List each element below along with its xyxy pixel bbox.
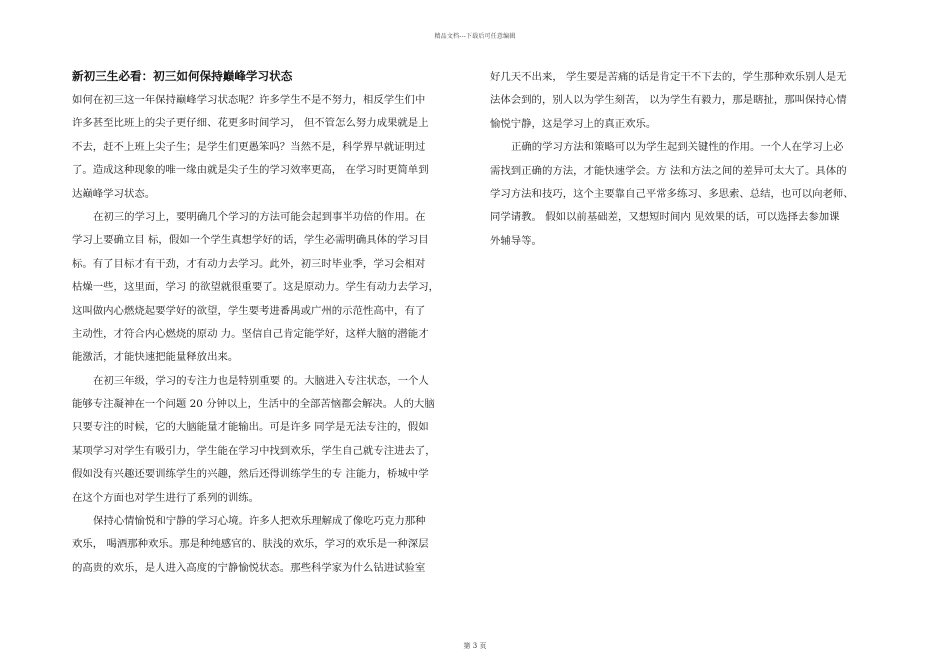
article-title: 新初三生必看：初三如何保持巅峰学习状态 [72, 69, 293, 83]
right-column [490, 66, 882, 253]
text-line: 达巅峰学习状态。 [72, 187, 156, 200]
text-line: 枯燥一些，这里面，学习 的欲望就很重要了。这是原动力。学生有动力去学习， [72, 281, 439, 294]
text-line: 假如没有兴趣还要训练学生的兴趣，然后还得训练学生的专 注能力，桥城中学 [72, 468, 429, 481]
text-line: 同学请教。 假如以前基础差，又想短时间内 见效果的话，可以选择去参加课 [490, 211, 840, 224]
page-header: 精品文档---下载后可任意编辑 [434, 33, 516, 40]
text-line: 在初三的学习上，要明确几个学习的方法可能会起到事半功倍的作用。在 [93, 210, 426, 223]
text-line: 了。造成这种现象的唯一缘由就是尖子生的学习效率更高， 在学习时更简单到 [72, 164, 429, 177]
text-line: 好几天不出来， 学生要是苦痛的话是肯定干不下去的，学生那种欢乐别人是无 [490, 71, 847, 83]
left-column [72, 66, 470, 580]
text-line: 的高贵的欢乐，是人进入高度的宁静愉悦状态。那些科学家为什么钻进试验室 [72, 561, 426, 574]
text-line: 外辅导等。 [490, 234, 542, 247]
text-line: 主动性，才符合内心燃烧的原动 力。坚信自己肯定能学好，这样大脑的潜能才 [72, 327, 429, 340]
text-line: 某项学习对学生有吸引力，学生能在学习中找到欢乐，学生自己就专注进去了， [72, 444, 436, 457]
text-line: 只要专注的时候，它的大脑能量才能输出。可是许多 同学是无法专注的，假如 [72, 421, 429, 434]
page-number: 第 3 页 [463, 642, 487, 650]
text-line: 能激活，才能快速把能量释放出来。 [72, 351, 239, 364]
text-line: 在初三年级，学习的专注力也是特别重要 的。大脑进入专注状态，一个人 [93, 374, 429, 387]
text-line: 欢乐， 喝酒那种欢乐。那是种纯感官的、肤浅的欢乐，学习的欢乐是一种深层 [72, 538, 429, 551]
text-line: 在这个方面也对学生进行了系列的训练。 [72, 491, 260, 504]
text-line: 法体会到的，别人以为学生刻苦， 以为学生有毅力，那是瞎扯，那叫保持心情 [490, 94, 847, 107]
text-line: 许多甚至比班上的尖子更仔细、花更多时间学习， 但不管怎么努力成果就是上 [72, 117, 429, 130]
text-line: 这叫做内心燃烧起要学好的欲望，学生要考进番禺或广州的示范性高中，有了 [72, 304, 426, 317]
text-line: 愉悦宁静，这是学习上的真正欢乐。 [490, 117, 657, 130]
text-line: 不去，赶不上班上尖子生；是学生们更愚笨吗？当然不是，科学界早就证明过 [72, 140, 426, 153]
text-line: 学习方法和技巧，这个主要靠自己平常多练习、多思索、总结，也可以向老师、 [490, 187, 854, 200]
text-line: 学习上要确立目 标，假如一个学生真想学好的话，学生必需明确具体的学习目 [72, 234, 429, 247]
text-line: 需找到正确的方法，才能快速学会。方 法和方法之间的差异可太大了。具体的 [490, 164, 847, 177]
text-line: 如何在初三这一年保持巅峰学习状态呢？许多学生不是不努力，相反学生们中 [72, 94, 426, 106]
text-line: 能够专注凝神在一个问题 20 分钟以上，生活中的全部苦恼都会解决。人的大脑 [72, 398, 435, 411]
text-line: 正确的学习方法和策略可以为学生起到关键性的作用。一个人在学习上必 [511, 141, 844, 154]
text-line: 标。有了目标才有干劲，才有动力去学习。此外，初三时毕业季，学习会相对 [72, 257, 426, 270]
text-line: 保持心情愉悦和宁静的学习心境。许多人把欢乐理解成了像吃巧克力那种 [93, 515, 426, 528]
